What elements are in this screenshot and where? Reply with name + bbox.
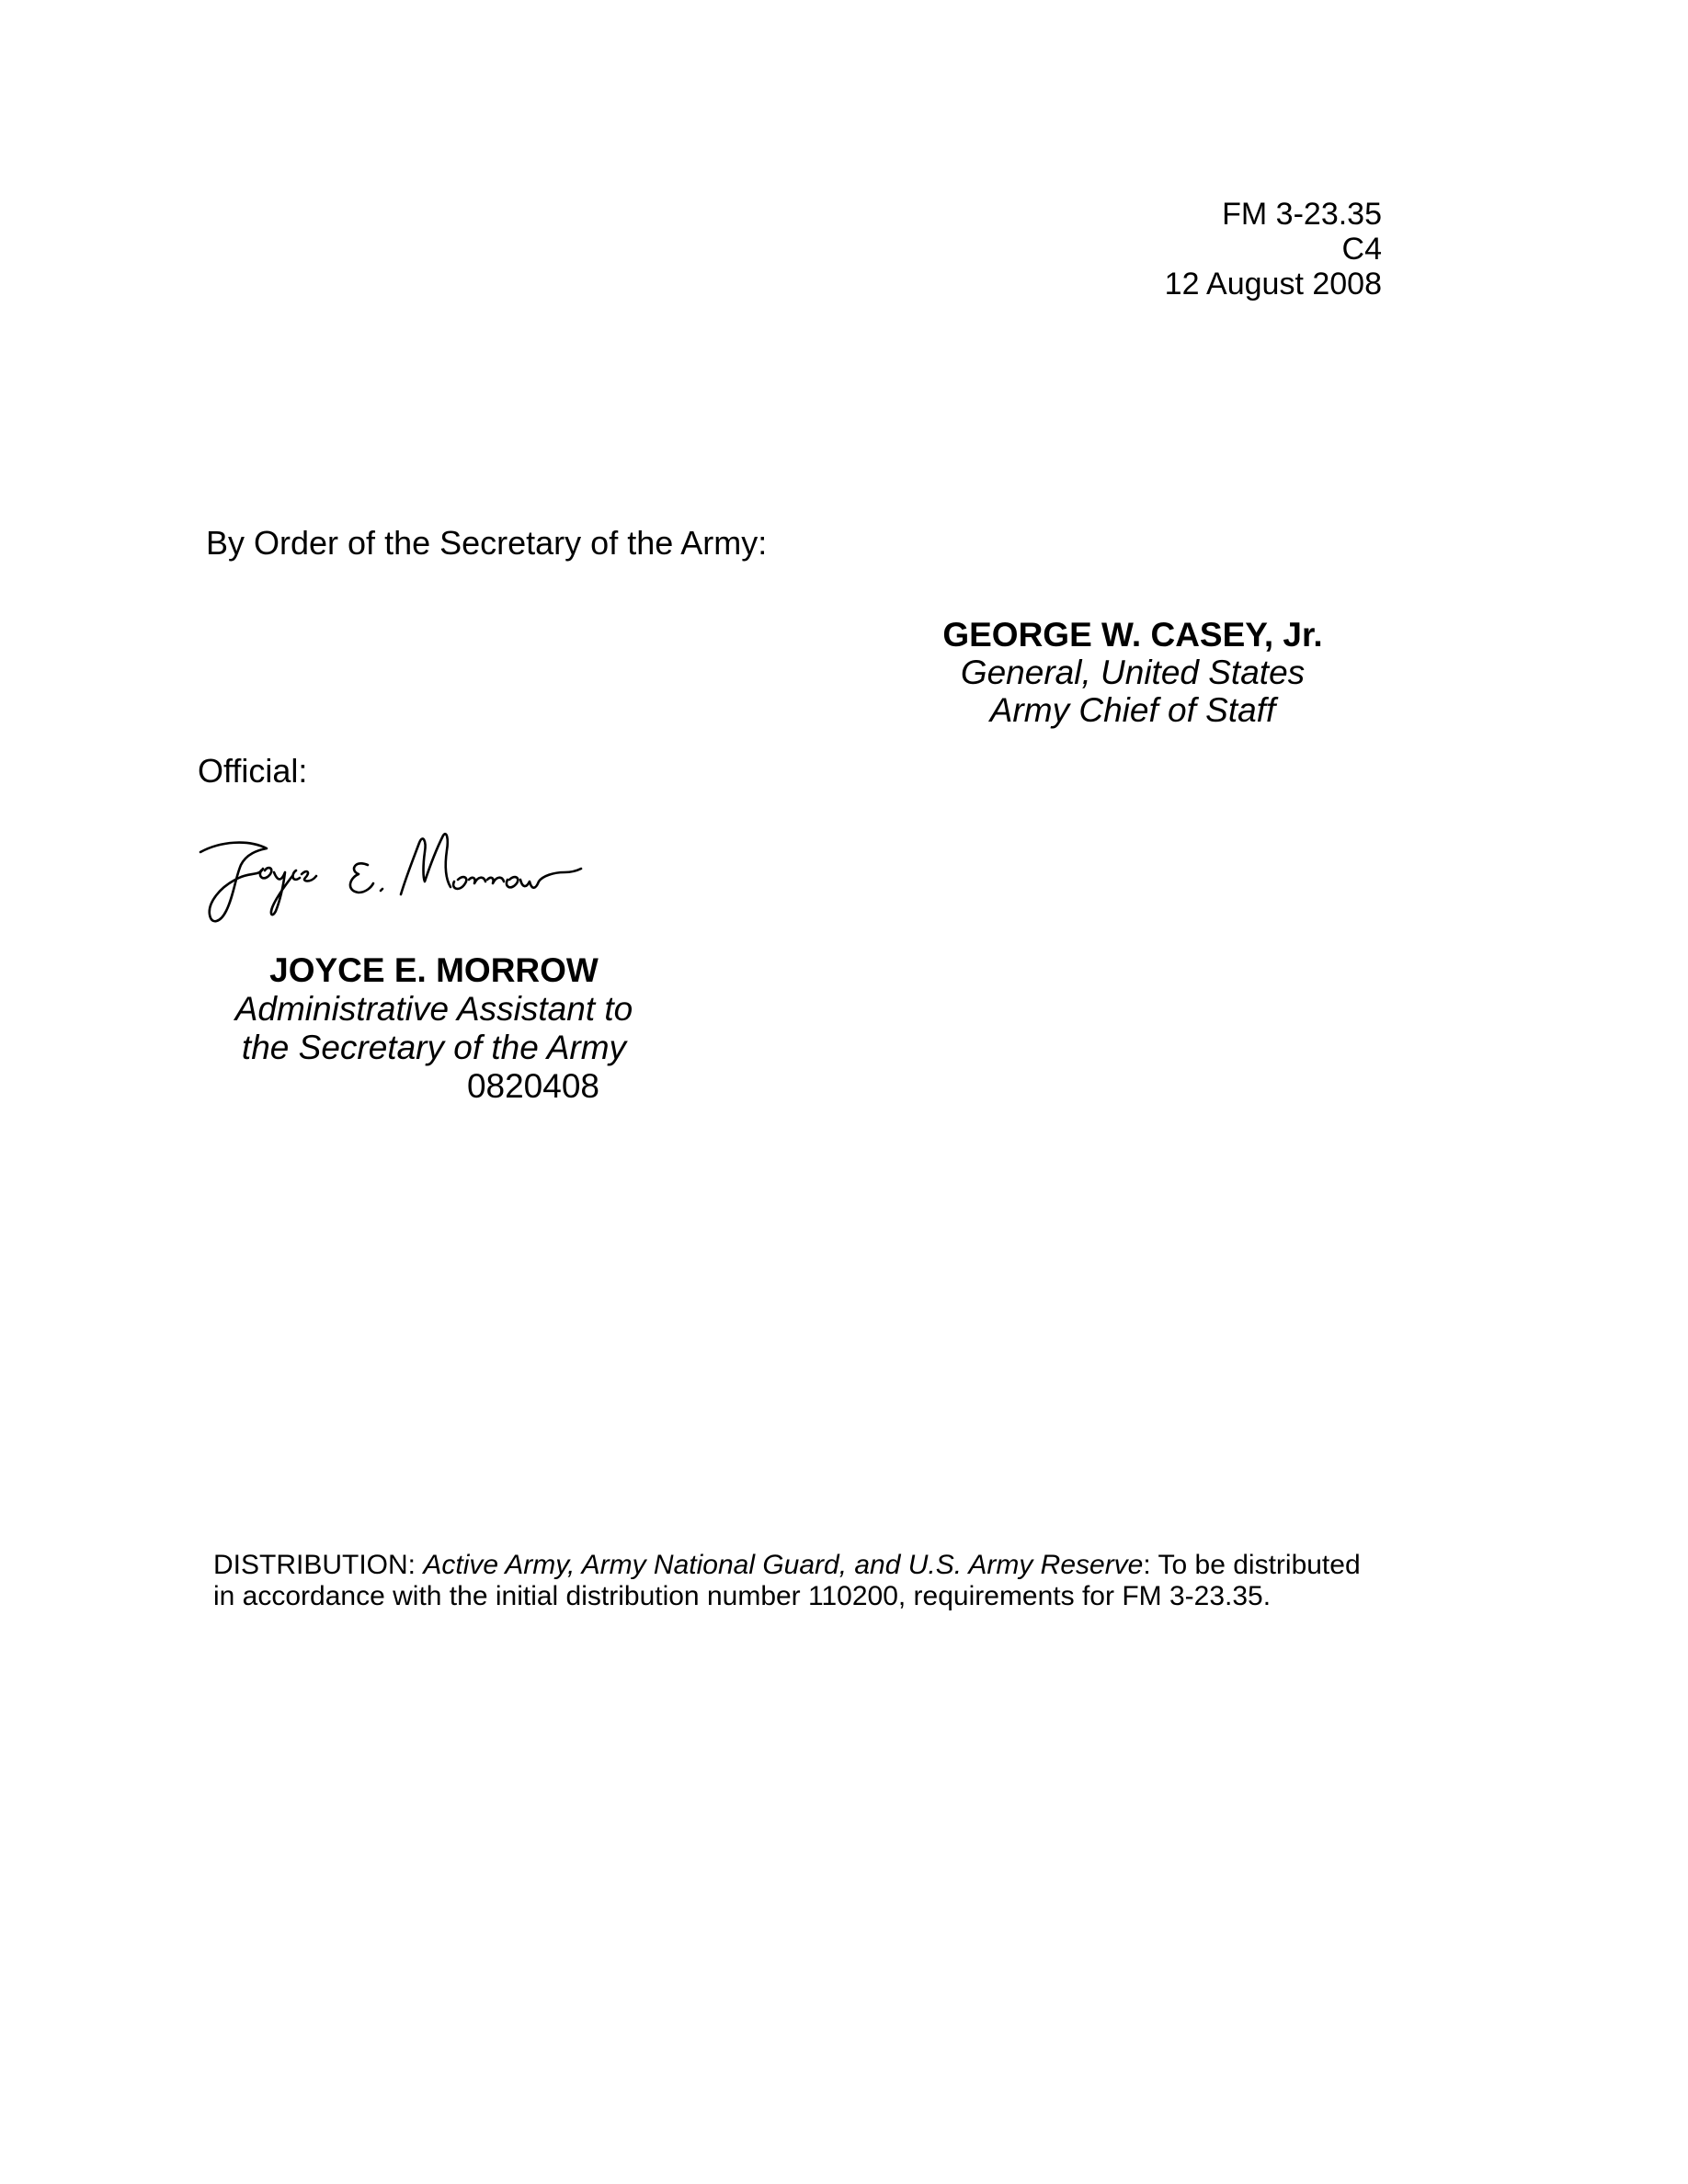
official-title-line2: the Secretary of the Army [241,1029,627,1066]
official-code: 0820408 [466,1067,599,1105]
chief-of-staff-signature-block [921,616,1344,729]
publication-number: FM 3-23.35 [1222,197,1382,232]
change-number: C4 [1341,232,1382,267]
distribution-text-after: : To be distributed [1143,1550,1361,1580]
handwritten-signature [193,823,616,942]
distribution-line2: in accordance with the initial distribution number 110200, requirements for FM 3-23.35. [213,1581,1272,1611]
publication-header [1165,197,1382,301]
official-label: Official: [198,752,308,790]
distribution-line1 [213,1550,1399,1581]
distribution-components: Active Army, Army National Guard, and U.S. Army Reserve [423,1550,1144,1580]
distribution-statement [213,1550,1399,1612]
chief-of-staff-title-line1: General, United States [960,654,1306,691]
distribution-label: DISTRIBUTION: [213,1550,416,1580]
official-title-line1: Administrative Assistant to [234,990,633,1028]
chief-of-staff-name: GEORGE W. CASEY, Jr. [942,616,1323,654]
publication-date: 12 August 2008 [1164,267,1382,301]
chief-of-staff-title-line2: Army Chief of Staff [989,691,1276,729]
authority-order-line: By Order of the Secretary of the Army: [206,524,768,562]
official-name: JOYCE E. MORROW [269,951,599,989]
official-signature-block [213,951,655,1106]
